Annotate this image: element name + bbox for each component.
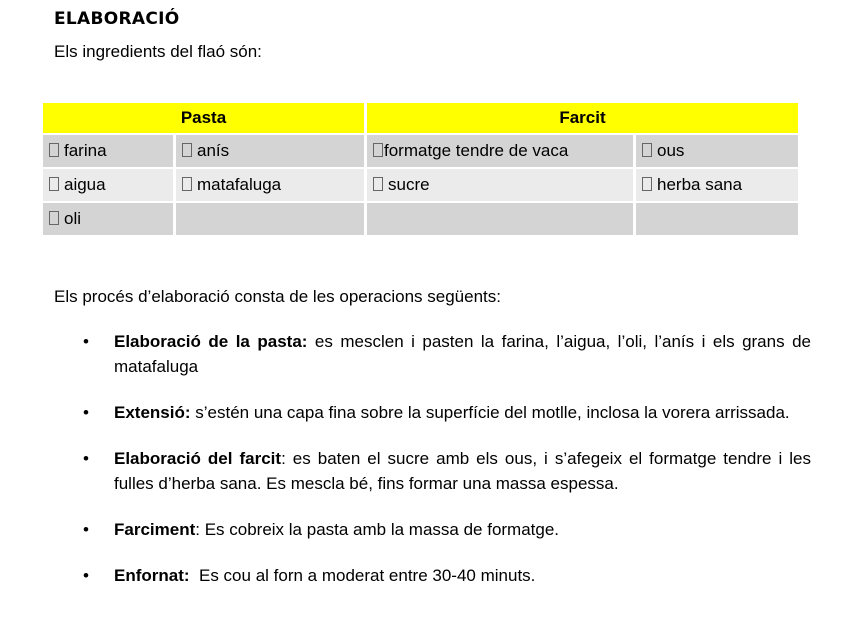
ingredient-label: herba sana	[657, 175, 743, 194]
list-item	[80, 400, 811, 425]
ingredient-label: farina	[64, 141, 107, 160]
step-title: Farciment	[114, 520, 196, 539]
checkbox-icon	[642, 143, 652, 157]
ingredient-label: matafaluga	[197, 175, 282, 194]
list-item	[80, 517, 811, 542]
bullet-icon: •	[83, 566, 89, 585]
table-row	[43, 203, 798, 235]
list-item	[80, 329, 811, 379]
checkbox-icon	[642, 177, 652, 191]
bullet-icon: •	[83, 403, 89, 422]
step-title: Elaboració de la pasta:	[114, 332, 308, 351]
empty-cell	[367, 203, 633, 235]
list-item	[80, 563, 811, 588]
ingredients-table	[40, 101, 801, 237]
section-heading: ELABORACIÓ	[54, 9, 180, 29]
table-row	[43, 169, 798, 201]
checkbox-icon	[49, 211, 59, 225]
ingredient-cell	[43, 135, 173, 167]
process-steps	[80, 329, 811, 609]
bullet-icon: •	[83, 449, 89, 468]
ingredient-label: sucre	[388, 175, 430, 194]
ingredients-intro: Els ingredients del flaó són:	[54, 42, 262, 61]
ingredient-cell	[43, 169, 173, 201]
step-text: : es baten el sucre amb els ous, i s’afegeix el formatge tendre i les fulles d’herba sana. Es mescla bé, fins formar una massa espessa.	[114, 449, 811, 493]
checkbox-icon	[373, 143, 383, 157]
ingredient-label: formatge tendre de vaca	[384, 141, 569, 160]
checkbox-icon	[49, 177, 59, 191]
ingredient-cell	[636, 169, 798, 201]
step-title: Enfornat:	[114, 566, 190, 585]
ingredient-cell	[176, 169, 364, 201]
ingredient-label: oli	[64, 209, 82, 228]
ingredient-cell	[367, 135, 633, 167]
step-text: Es cou al forn a moderat entre 30-40 minuts.	[189, 566, 536, 585]
step-text: : Es cobreix la pasta amb la massa de formatge.	[195, 520, 560, 539]
ingredient-cell	[43, 203, 173, 235]
step-title: Extensió:	[114, 403, 191, 422]
checkbox-icon	[49, 143, 59, 157]
step-text: es mesclen i pasten la farina, l’aigua, l’oli, l’anís i els grans de matafaluga	[114, 332, 811, 376]
bullet-icon: •	[83, 332, 89, 351]
ingredient-cell	[636, 135, 798, 167]
ingredient-cell	[367, 169, 633, 201]
step-title: Elaboració del farcit	[114, 449, 282, 468]
pasta-header: Pasta	[43, 103, 364, 133]
list-item	[80, 446, 811, 496]
ingredient-label: anís	[197, 141, 230, 160]
checkbox-icon	[373, 177, 383, 191]
empty-cell	[176, 203, 364, 235]
checkbox-icon	[182, 177, 192, 191]
bullet-icon: •	[83, 520, 89, 539]
ingredient-cell	[176, 135, 364, 167]
ingredient-label: aigua	[64, 175, 106, 194]
table-row	[43, 135, 798, 167]
farcit-header: Farcit	[367, 103, 798, 133]
ingredient-label: ous	[657, 141, 685, 160]
process-intro: Els procés d’elaboració consta de les operacions següents:	[54, 287, 501, 306]
step-text: s’estén una capa fina sobre la superfície del motlle, inclosa la vorera arrissada.	[190, 403, 790, 422]
empty-cell	[636, 203, 798, 235]
checkbox-icon	[182, 143, 192, 157]
